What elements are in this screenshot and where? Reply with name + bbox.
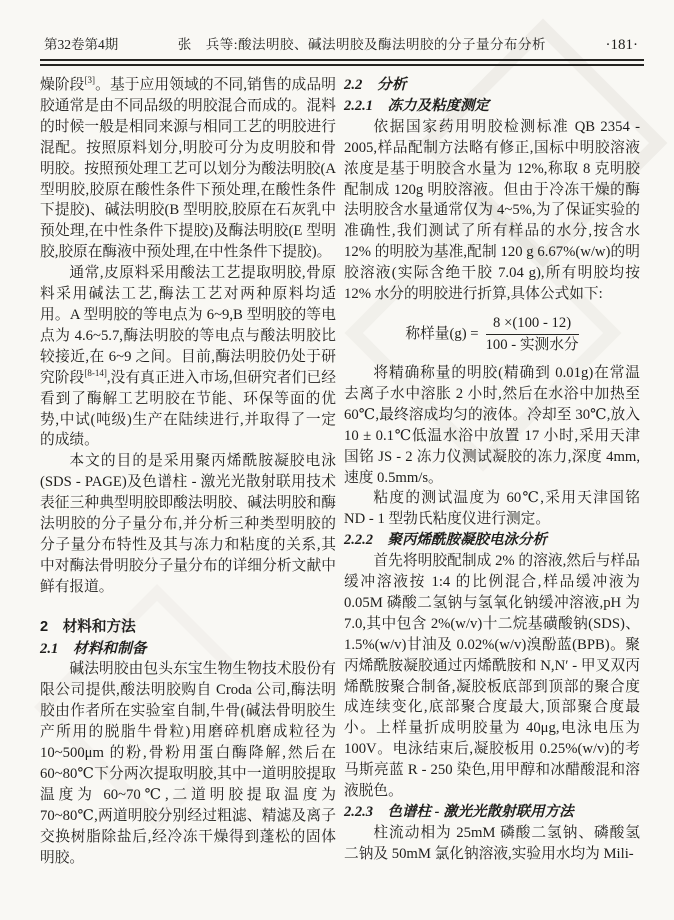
paragraph [40,263,336,451]
paragraph: 粘度的测试温度为 60℃,采用天津国铭 ND - 1 型勃氏粘度仪进行测定。 [344,490,640,528]
paragraph: 依据国家药用明胶检测标准 QB 2354 - 2005,样品配制方法略有修正,国标中明胶溶液浓度是基于明胶含水量为 12%,称取 8 克明胶配制成 120g 明胶溶液。但由于冷冻干燥的酶法明胶含水量通常仅为 4~5%,为了保证实验的准确性,我们测试了所有样品的水分,按含水 12% 的明胶为基准,配制 120 g 6.67%(w/w)的明胶溶液(实际含绝干胶 7.04 g),所有明胶均按 12% 水分的明胶进行折算,具体公式如下: [344,118,640,303]
page-header [44,33,638,54]
paragraph-text: ,没有真正进入市场,但研究者们已经看到了酶解工艺明胶在节能、环保等面的优势,中试(吨级)生产在陆续进行,并取得了一定的成绩。 [40,369,336,449]
formula-numerator: 8 ×(100 - 12) [486,314,579,335]
subsubsection-heading-page-electrophoresis: 2.2.2 聚丙烯酰胺凝胶电泳分析 [344,532,547,549]
formula-denominator: 100 - 实测水分 [485,336,579,353]
section-heading-materials: 2 材料和方法 [40,618,136,635]
journal-issue: 第32卷第4期 [44,37,119,52]
formula-lhs: 称样量(g) = [405,326,479,343]
page-number: ·181· [605,37,638,53]
paragraph: 碱法明胶由包头东宝生物生物技术股份有限公司提供,酸法明胶购自 Croda 公司,酶法明胶由作者所在实验室自制,牛骨(碱法骨明胶生产所用的脱脂牛骨粒)用磨碎机磨成粒径为 10~500μm 的粉,骨粉用蛋白酶降解,然后在 60~80℃下分两次提取明胶,其中一道明胶提取温度为 60~70℃,二道明胶提取温度为 70~80℃,两道明胶分别经过粗滤、精滤及离子交换树脂除盐后,经冷冻干燥得到蓬松的固体明胶。 [40,661,336,866]
paragraph-text: 。基于应用领域的不同,销售的成品明胶通常是由不同品级的明胶混合而成的。混料的时候一般是相同来源与相同工艺的明胶进行混配。按照原料划分,明胶可分为皮明胶和骨明胶。按照预处理工艺可以划分为酸法明胶(A 型明胶,胶原在酸性条件下预处理,在酸性条件下提胶)、碱法明胶(B 型明胶,胶原在石灰乳中预处理,在中性条件下提胶)及酶法明胶(E 型明胶,胶原在酶液中预处理,在中性条件下提胶)。 [40,77,336,261]
paragraph-text: 通常,皮原料采用酸法工艺提取明胶,骨原料采用碱法工艺,酶法工艺对两种原料均适用。A 型明胶的等电点为 6~9,B 型明胶的等电点为 4.6~5.7,酶法明胶的等电点与酸法明胶比较接近,在 6~9 之间。目前,酶法明胶仍处于研究阶段 [40,265,336,386]
citation-ref: [3] [84,75,95,86]
sample-weight-formula [344,314,640,355]
paragraph-continuation [40,75,336,263]
formula-fraction [486,314,579,355]
subsection-heading-materials-prep: 2.1 材料和制备 [40,640,147,657]
citation-ref: [8-14] [84,367,107,378]
right-column [344,75,640,869]
left-column [40,75,336,869]
subsection-heading-analysis: 2.2 分析 [344,77,407,93]
paragraph-text: 燥阶段 [40,77,85,93]
subsubsection-heading-chromatography: 2.2.3 色谱柱 - 激光光散射联用方法 [344,804,574,820]
paragraph: 首先将明胶配制成 2% 的溶液,然后与样品缓冲溶液按 1:4 的比例混合,样品缓冲液为 0.05M 磷酸二氢钠与氢氧化钠缓冲溶液,pH 为 7.0,其中包含 2%(w/v)十二烷基磺酸钠(SDS)、1.5%(w/v)甘油及 0.02%(w/v)溴酚蓝(BPB)。聚丙烯酰胺凝胶通过丙烯酰胺和 N,N′ - 甲叉双丙烯酰胺聚合制备,凝胶板底部到顶部的聚合度成连续变化,底部聚合度最大,顶部聚合度最小。上样量折成明胶量为 40μg,电泳电压为 100V。电泳结束后,凝胶板用 0.25%(w/v)的考马斯亮蓝 R - 250 染色,用甲醇和冰醋酸混和溶液脱色。 [344,553,640,800]
subsubsection-heading-bloom-viscosity: 2.2.1 冻力及粘度测定 [344,97,489,114]
header-rule [40,59,644,66]
paragraph: 将精确称量的明胶(精确到 0.01g)在常温去离子水中溶胀 2 小时,然后在水浴中加热至 60℃,最终溶成均匀的液体。冷却至 30℃,放入 10 ± 0.1℃低温水浴中放置 17 小时,采用天津国铭 JS - 2 冻力仪测试凝胶的冻力,深度 4mm,速度 0.5mm/s。 [344,364,640,486]
article-body [40,75,640,869]
paragraph: 本文的目的是采用聚丙烯酰胺凝胶电泳(SDS - PAGE)及色谱柱 - 激光光散射联用技术表征三种典型明胶即酸法明胶、碱法明胶和酶法明胶的分子量分布,并分析三种类型明胶的分子量分布特性及其与冻力和粘度的关系,其中对酶法骨明胶分子量分布的详细分析文献中鲜有报道。 [40,453,336,595]
running-title: 张 兵等:酸法明胶、碱法明胶及酶法明胶的分子量分布分析 [177,37,546,52]
paragraph: 柱流动相为 25mM 磷酸二氢钠、磷酸氢二钠及 50mM 氯化钠溶液,实验用水均为 Mili- [344,824,640,862]
